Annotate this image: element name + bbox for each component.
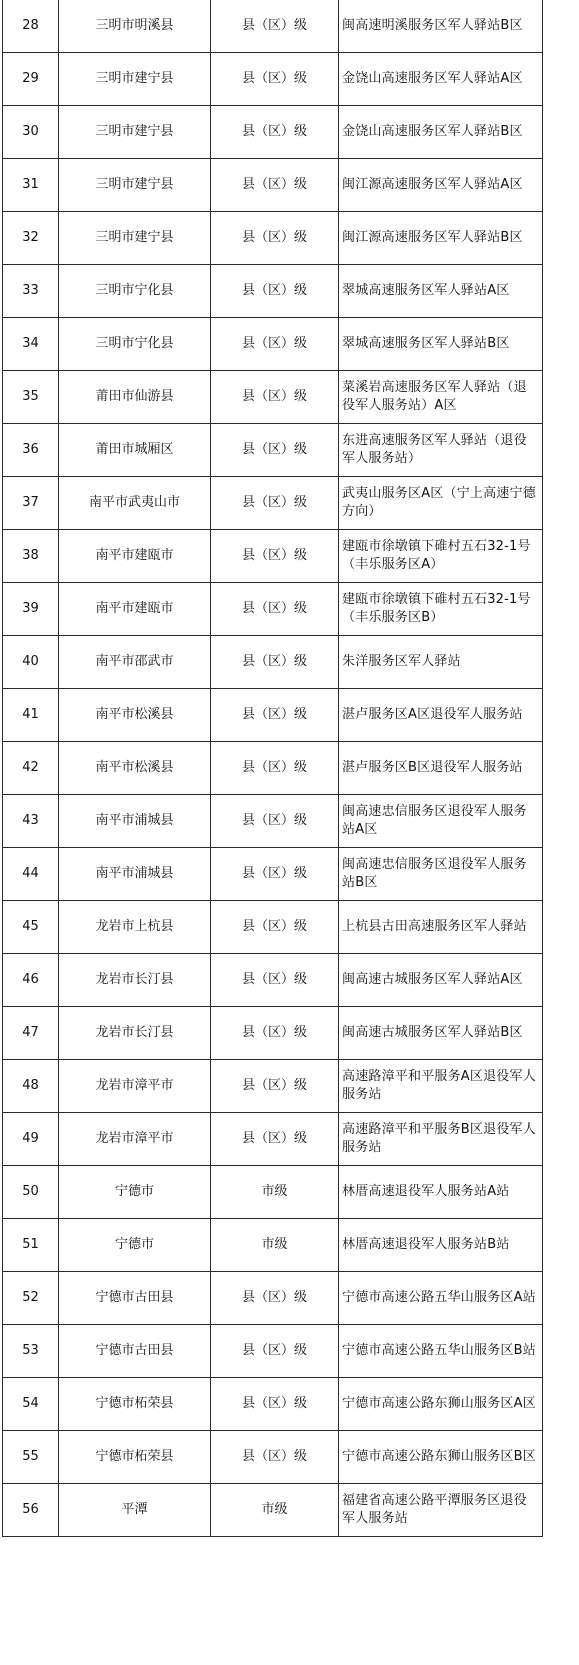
row-number-cell: 48 (3, 1060, 59, 1113)
table-row (3, 901, 543, 954)
table-row (3, 371, 543, 424)
level-cell: 县（区）级 (211, 265, 339, 318)
area-cell: 三明市宁化县 (59, 318, 211, 371)
level-cell: 县（区）级 (211, 371, 339, 424)
table-row (3, 53, 543, 106)
row-number-cell: 50 (3, 1166, 59, 1219)
area-cell: 南平市建瓯市 (59, 530, 211, 583)
station-cell: 东进高速服务区军人驿站（退役军人服务站） (339, 424, 543, 477)
row-number-cell: 42 (3, 742, 59, 795)
row-number-cell: 45 (3, 901, 59, 954)
table-row (3, 1378, 543, 1431)
area-cell: 南平市浦城县 (59, 848, 211, 901)
table-row (3, 795, 543, 848)
station-cell: 翠城高速服务区军人驿站A区 (339, 265, 543, 318)
area-cell: 龙岩市长汀县 (59, 954, 211, 1007)
station-cell: 建瓯市徐墩镇下碓村五石32-1号（丰乐服务区B） (339, 583, 543, 636)
station-cell: 宁德市高速公路五华山服务区B站 (339, 1325, 543, 1378)
table-row (3, 742, 543, 795)
area-cell: 宁德市柘荣县 (59, 1431, 211, 1484)
area-cell: 宁德市古田县 (59, 1272, 211, 1325)
row-number-cell: 53 (3, 1325, 59, 1378)
area-cell: 龙岩市漳平市 (59, 1113, 211, 1166)
table-row (3, 1219, 543, 1272)
area-cell: 三明市建宁县 (59, 53, 211, 106)
level-cell: 县（区）级 (211, 1272, 339, 1325)
table-row (3, 1325, 543, 1378)
level-cell: 县（区）级 (211, 954, 339, 1007)
table-row (3, 318, 543, 371)
level-cell: 县（区）级 (211, 1378, 339, 1431)
table-row (3, 1060, 543, 1113)
table-row (3, 106, 543, 159)
level-cell: 县（区）级 (211, 159, 339, 212)
area-cell: 南平市武夷山市 (59, 477, 211, 530)
level-cell: 市级 (211, 1219, 339, 1272)
level-cell: 县（区）级 (211, 689, 339, 742)
station-cell: 闽江源高速服务区军人驿站A区 (339, 159, 543, 212)
level-cell: 县（区）级 (211, 848, 339, 901)
area-cell: 平潭 (59, 1484, 211, 1537)
area-cell: 莆田市城厢区 (59, 424, 211, 477)
row-number-cell: 46 (3, 954, 59, 1007)
row-number-cell: 51 (3, 1219, 59, 1272)
row-number-cell: 47 (3, 1007, 59, 1060)
table-row (3, 0, 543, 53)
area-cell: 南平市松溪县 (59, 742, 211, 795)
row-number-cell: 32 (3, 212, 59, 265)
station-cell: 上杭县古田高速服务区军人驿站 (339, 901, 543, 954)
table-row (3, 477, 543, 530)
table-row (3, 583, 543, 636)
level-cell: 县（区）级 (211, 636, 339, 689)
level-cell: 县（区）级 (211, 530, 339, 583)
station-cell: 闽高速古城服务区军人驿站A区 (339, 954, 543, 1007)
level-cell: 县（区）级 (211, 583, 339, 636)
station-cell: 武夷山服务区A区（宁上高速宁德方向） (339, 477, 543, 530)
area-cell: 南平市建瓯市 (59, 583, 211, 636)
level-cell: 县（区）级 (211, 477, 339, 530)
area-cell: 龙岩市长汀县 (59, 1007, 211, 1060)
station-cell: 宁德市高速公路五华山服务区A站 (339, 1272, 543, 1325)
row-number-cell: 34 (3, 318, 59, 371)
level-cell: 县（区）级 (211, 424, 339, 477)
table-row (3, 1431, 543, 1484)
table-row (3, 530, 543, 583)
station-cell: 闽高速明溪服务区军人驿站B区 (339, 0, 543, 53)
station-cell: 闽高速忠信服务区退役军人服务站A区 (339, 795, 543, 848)
station-cell: 湛卢服务区A区退役军人服务站 (339, 689, 543, 742)
table-row (3, 212, 543, 265)
station-cell: 林厝高速退役军人服务站B站 (339, 1219, 543, 1272)
area-cell: 三明市建宁县 (59, 106, 211, 159)
level-cell: 县（区）级 (211, 318, 339, 371)
table-row (3, 265, 543, 318)
row-number-cell: 29 (3, 53, 59, 106)
level-cell: 县（区）级 (211, 106, 339, 159)
table-row (3, 848, 543, 901)
row-number-cell: 43 (3, 795, 59, 848)
row-number-cell: 40 (3, 636, 59, 689)
level-cell: 市级 (211, 1166, 339, 1219)
table-row (3, 954, 543, 1007)
station-cell: 金饶山高速服务区军人驿站B区 (339, 106, 543, 159)
row-number-cell: 54 (3, 1378, 59, 1431)
area-cell: 南平市松溪县 (59, 689, 211, 742)
row-number-cell: 41 (3, 689, 59, 742)
level-cell: 县（区）级 (211, 1431, 339, 1484)
table-row (3, 1007, 543, 1060)
station-cell: 闽江源高速服务区军人驿站B区 (339, 212, 543, 265)
station-cell: 金饶山高速服务区军人驿站A区 (339, 53, 543, 106)
area-cell: 三明市建宁县 (59, 212, 211, 265)
row-number-cell: 33 (3, 265, 59, 318)
area-cell: 南平市浦城县 (59, 795, 211, 848)
row-number-cell: 55 (3, 1431, 59, 1484)
row-number-cell: 44 (3, 848, 59, 901)
area-cell: 宁德市 (59, 1219, 211, 1272)
table-row (3, 159, 543, 212)
table-row (3, 636, 543, 689)
area-cell: 莆田市仙游县 (59, 371, 211, 424)
area-cell: 三明市宁化县 (59, 265, 211, 318)
area-cell: 宁德市 (59, 1166, 211, 1219)
level-cell: 县（区）级 (211, 53, 339, 106)
level-cell: 县（区）级 (211, 1325, 339, 1378)
area-cell: 三明市建宁县 (59, 159, 211, 212)
station-cell: 高速路漳平和平服务B区退役军人服务站 (339, 1113, 543, 1166)
table-row (3, 689, 543, 742)
station-cell: 建瓯市徐墩镇下碓村五石32-1号（丰乐服务区A） (339, 530, 543, 583)
level-cell: 县（区）级 (211, 1060, 339, 1113)
table-row (3, 1484, 543, 1537)
station-cell: 宁德市高速公路东狮山服务区A区 (339, 1378, 543, 1431)
row-number-cell: 38 (3, 530, 59, 583)
row-number-cell: 30 (3, 106, 59, 159)
level-cell: 县（区）级 (211, 742, 339, 795)
row-number-cell: 35 (3, 371, 59, 424)
table-body (3, 0, 543, 1537)
station-cell: 翠城高速服务区军人驿站B区 (339, 318, 543, 371)
level-cell: 县（区）级 (211, 1113, 339, 1166)
station-cell: 高速路漳平和平服务A区退役军人服务站 (339, 1060, 543, 1113)
area-cell: 宁德市古田县 (59, 1325, 211, 1378)
station-cell: 湛卢服务区B区退役军人服务站 (339, 742, 543, 795)
row-number-cell: 28 (3, 0, 59, 53)
level-cell: 县（区）级 (211, 0, 339, 53)
table-row (3, 1272, 543, 1325)
row-number-cell: 52 (3, 1272, 59, 1325)
level-cell: 县（区）级 (211, 901, 339, 954)
station-cell: 宁德市高速公路东狮山服务区B区 (339, 1431, 543, 1484)
table-row (3, 1113, 543, 1166)
station-cell: 朱洋服务区军人驿站 (339, 636, 543, 689)
area-cell: 龙岩市上杭县 (59, 901, 211, 954)
row-number-cell: 56 (3, 1484, 59, 1537)
station-cell: 菜溪岩高速服务区军人驿站（退役军人服务站）A区 (339, 371, 543, 424)
station-table (2, 0, 543, 1537)
row-number-cell: 49 (3, 1113, 59, 1166)
area-cell: 三明市明溪县 (59, 0, 211, 53)
area-cell: 南平市邵武市 (59, 636, 211, 689)
area-cell: 龙岩市漳平市 (59, 1060, 211, 1113)
level-cell: 县（区）级 (211, 1007, 339, 1060)
table-row (3, 1166, 543, 1219)
level-cell: 县（区）级 (211, 795, 339, 848)
station-cell: 闽高速古城服务区军人驿站B区 (339, 1007, 543, 1060)
level-cell: 县（区）级 (211, 212, 339, 265)
row-number-cell: 39 (3, 583, 59, 636)
row-number-cell: 36 (3, 424, 59, 477)
station-cell: 闽高速忠信服务区退役军人服务站B区 (339, 848, 543, 901)
area-cell: 宁德市柘荣县 (59, 1378, 211, 1431)
table-row (3, 424, 543, 477)
station-cell: 林厝高速退役军人服务站A站 (339, 1166, 543, 1219)
row-number-cell: 37 (3, 477, 59, 530)
row-number-cell: 31 (3, 159, 59, 212)
station-cell: 福建省高速公路平潭服务区退役军人服务站 (339, 1484, 543, 1537)
level-cell: 市级 (211, 1484, 339, 1537)
